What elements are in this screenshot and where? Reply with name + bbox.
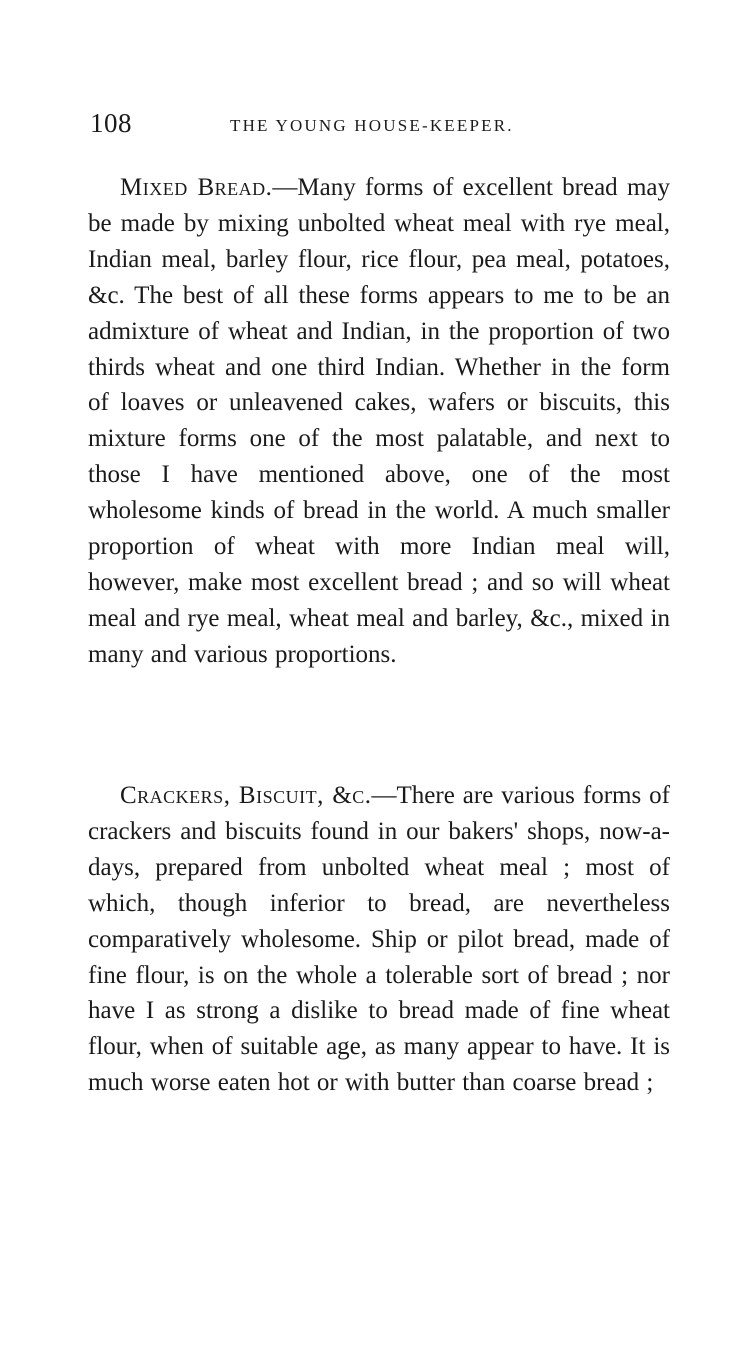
page-number: 108 [90,108,132,138]
section-heading-crackers-biscuit: Crackers, Biscuit, &c. [120,782,372,809]
paragraph-text: —Many forms of excellent bread may be made by mixing unbolted wheat meal with rye meal, Indian meal, barley flour, rice flour, pea meal, potatoes, &c. The best of all these forms appears to me to be an admixture of wheat and Indian, in the proportion of two thirds wheat and one third Indian. Whether in the form of loaves or unleavened cakes, wafers or biscuits, this mixture forms one of the most palatable, and next to those I have mentioned above, one of the most wholesome kinds of bread in the world. A much smaller proportion of wheat with more Indian meal will, however, make most excellent bread ; and so will wheat meal and rye meal, wheat meal and barley, &c., mixed in many and various proportions. [88,174,670,668]
paragraph [88,778,670,1101]
section-heading-mixed-bread: Mixed Bread. [120,174,273,201]
paragraph-crackers-biscuit [88,778,670,1101]
running-head [90,108,670,148]
running-title: THE YOUNG HOUSE-KEEPER. [230,116,514,135]
paragraph-text: —There are various forms of crackers and biscuits found in our bakers' shops, now-a-days, prepared from unbolted wheat meal ; most of which, though inferior to bread, are nevertheless comparatively wholesome. Ship or pilot bread, made of fine flour, is on the whole a tolerable sort of bread ; nor have I as strong a dislike to bread made of fine wheat flour, when of suitable age, as many appear to have. It is much worse eaten hot or with butter than coarse bread ; [88,782,670,1097]
paragraph [88,170,670,673]
paragraph-mixed-bread [88,170,670,673]
